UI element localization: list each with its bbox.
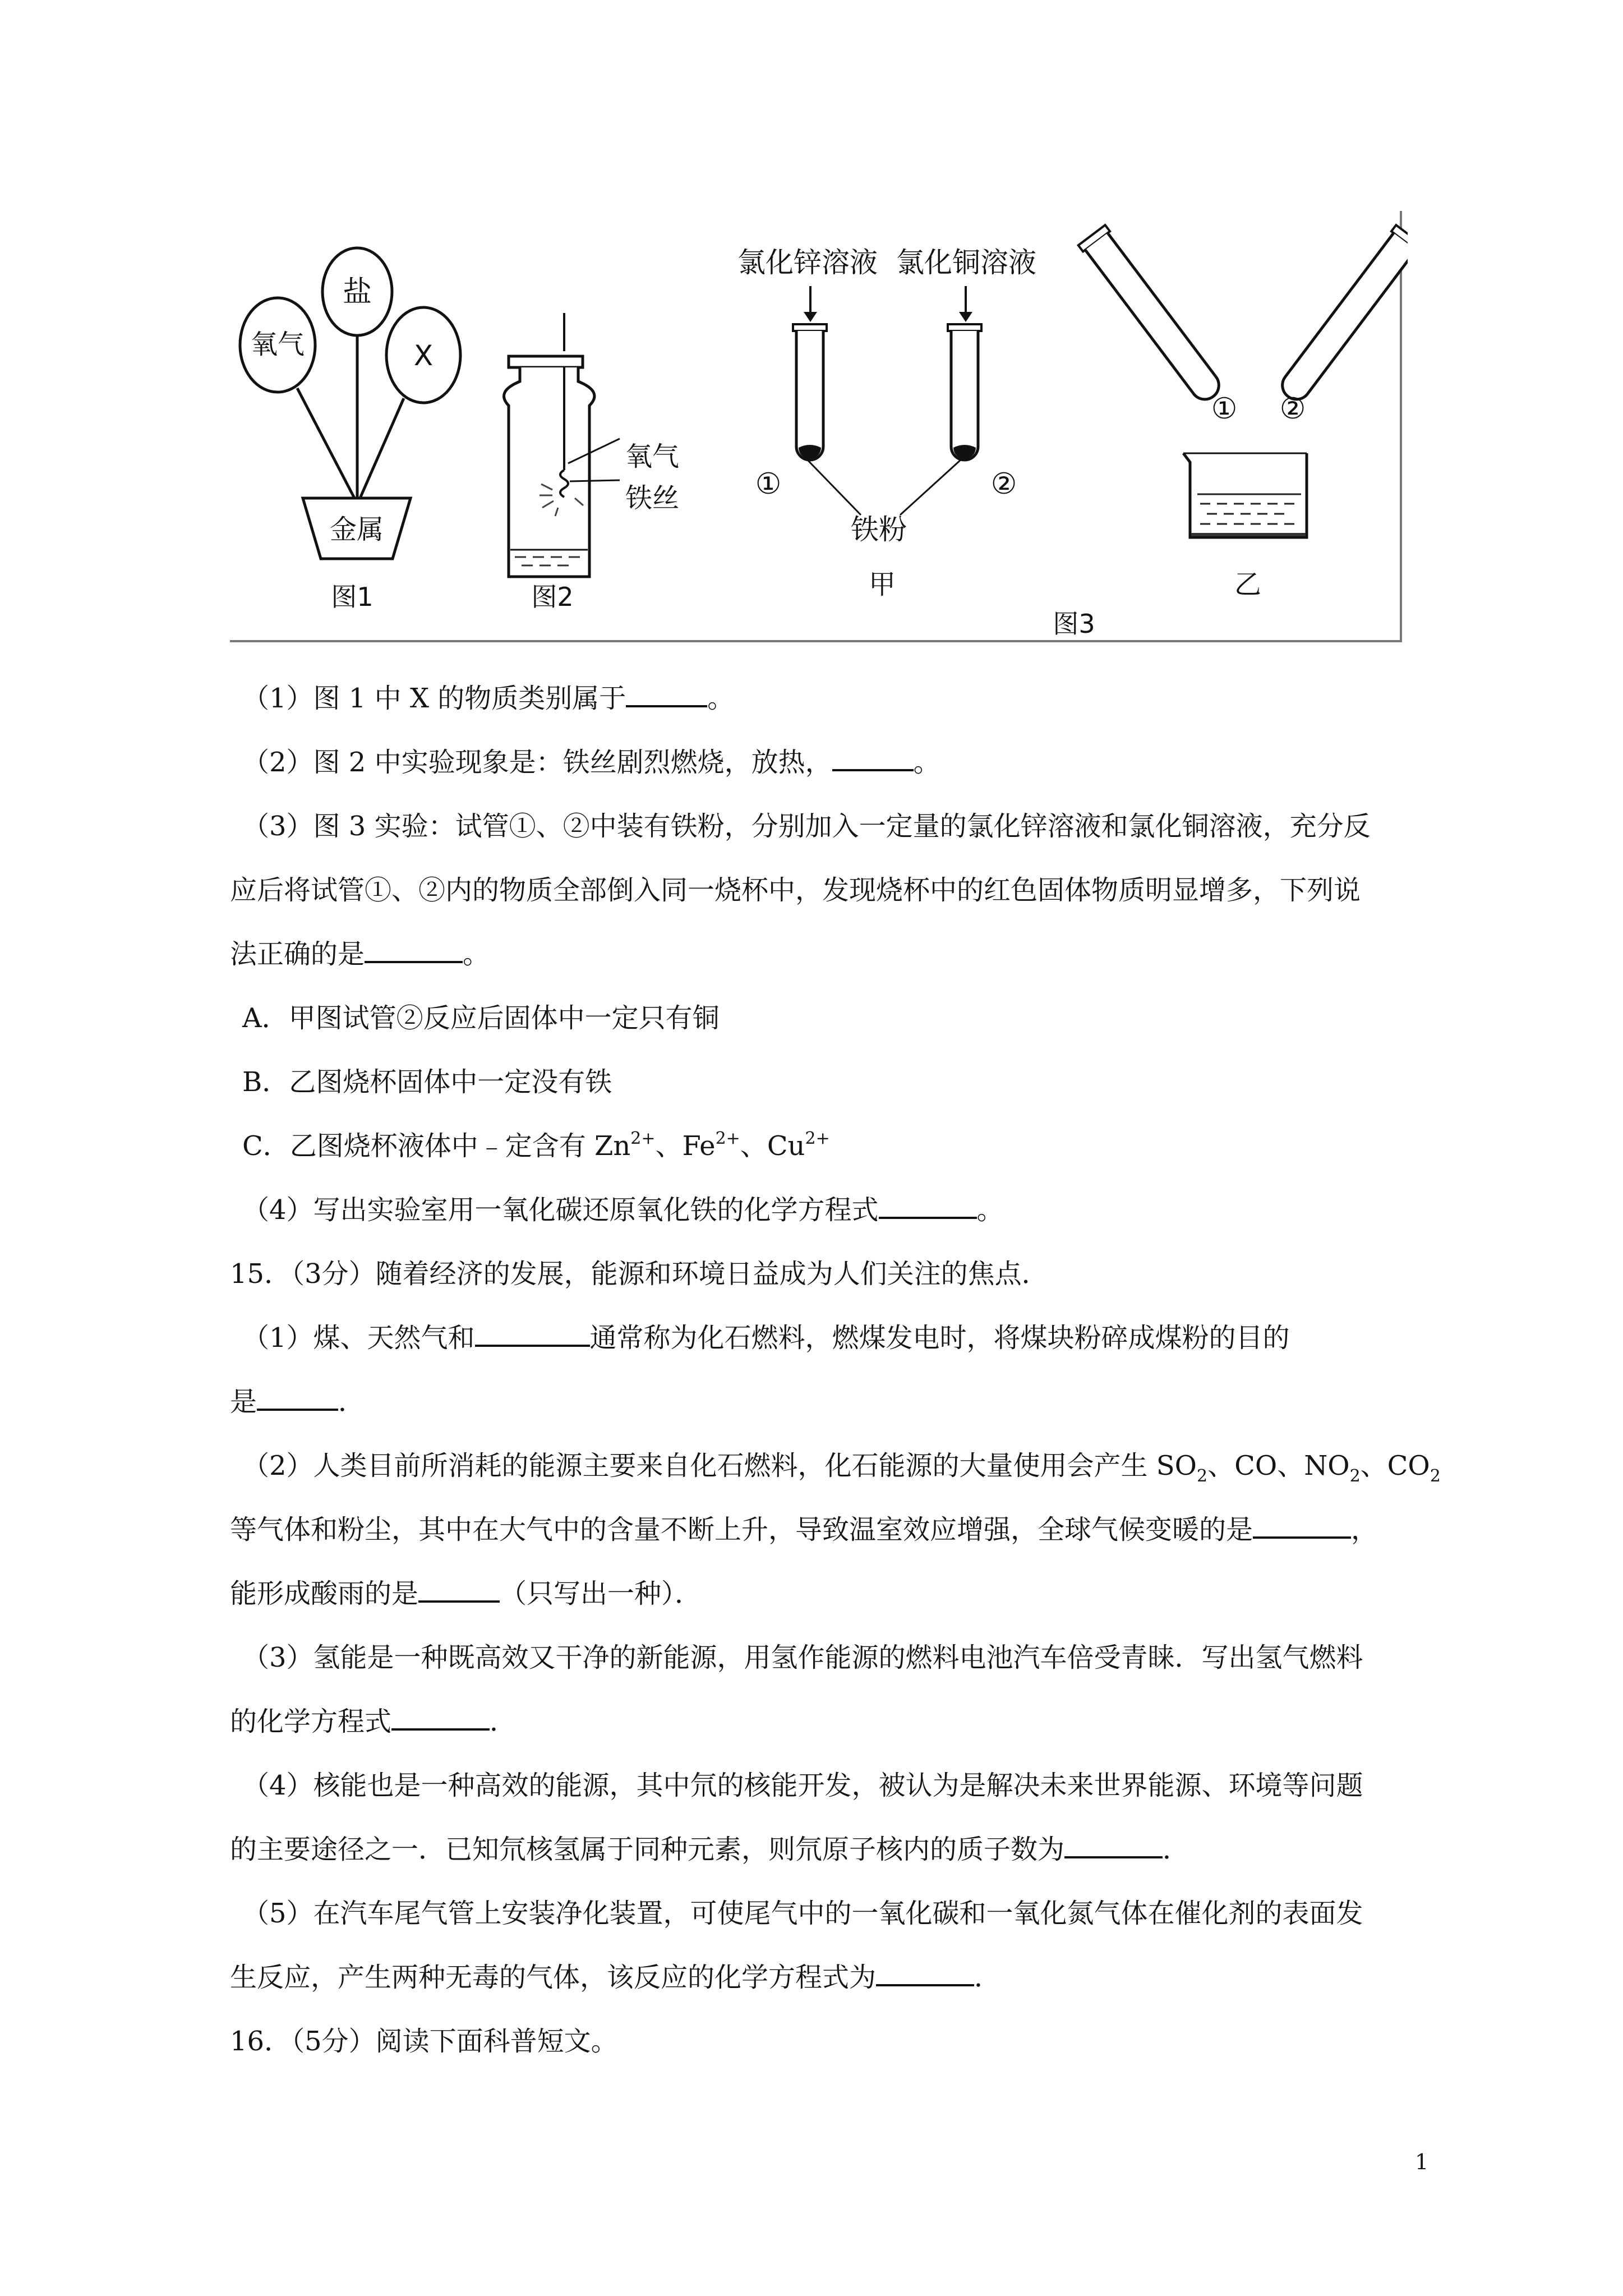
answer-blank[interactable] — [1253, 1514, 1351, 1539]
label-zinc-chloride-solution: 氯化锌溶液 — [737, 246, 878, 279]
page-number: 1 — [1415, 2150, 1429, 2174]
answer-blank[interactable] — [876, 1962, 974, 1986]
tube-2-mark: ② — [990, 467, 1017, 501]
answer-blank[interactable] — [832, 747, 914, 771]
q14-part-4: （4）写出实验室用一氧化碳还原氧化铁的化学方程式 。 — [242, 1194, 1004, 1226]
q15-part-3-line-1: （3）氢能是一种既高效又干净的新能源，用氢作能源的燃料电池汽车倍受青睐．写出氢气燃料 — [242, 1642, 1363, 1673]
q15-part-5-line-2: 生反应，产生两种无毒的气体，该反应的化学方程式为 ． — [230, 1962, 1002, 1993]
answer-blank[interactable] — [1064, 1834, 1163, 1858]
q15-part-2-line-3: 能形成酸雨的是 （只写出一种）． — [230, 1578, 702, 1609]
label-iron-powder: 铁粉 — [851, 513, 907, 546]
answer-blank[interactable] — [257, 1386, 338, 1411]
q15-part-3-line-2: 的化学方程式 ． — [230, 1706, 517, 1737]
q14-part-2: （2）图 2 中实验现象是：铁丝剧烈燃烧，放热， 。 — [242, 747, 940, 778]
answer-blank[interactable] — [418, 1578, 500, 1603]
q15-part-5-line-1: （5）在汽车尾气管上安装净化装置，可使尾气中的一氧化碳和一氧化氮气体在催化剂的表面发 — [242, 1898, 1363, 1929]
figure-1-metal-properties — [240, 248, 460, 612]
balloon-salt: 盐 — [342, 275, 372, 309]
container-label-metal: 金属 — [329, 514, 384, 545]
q14-option-c: C．乙图烧杯液体中﹣定含有 $Zn^{2+}$、$Fe^{2+}$、$Cu^{2+}$ — [242, 1129, 830, 1162]
q14-option-a: A．甲图试管②反应后固体中一定只有铜 — [242, 1002, 720, 1034]
label-oxygen: 氧气 — [625, 441, 680, 472]
label-iron-wire: 铁丝 — [625, 482, 680, 514]
answer-blank[interactable] — [475, 1322, 590, 1347]
figure-3-jia-test-tubes — [737, 246, 1036, 600]
answer-blank[interactable] — [626, 683, 707, 707]
balloon-x: X — [413, 339, 434, 372]
q15-part-1-line-2: 是 ． — [230, 1386, 366, 1418]
figure-3-caption: 图3 — [1053, 609, 1095, 639]
q15-part-4-line-2: 的主要途径之一．已知氘核氢属于同种元素，则氘原子核内的质子数为 ． — [230, 1834, 1190, 1865]
q15-part-1-line-1: （1）煤、天然气和 通常称为化石燃料，燃煤发电时，将煤块粉碎成煤粉的目的 — [242, 1322, 1290, 1354]
q14-part-3-line-1: （3）图 3 实验：试管①、②中装有铁粉，分别加入一定量的氯化锌溶液和氯化铜溶液，充分反 — [242, 811, 1371, 842]
figure-1-caption: 图1 — [331, 582, 374, 612]
tube-1-mark: ① — [755, 467, 782, 501]
answer-blank[interactable] — [391, 1706, 490, 1731]
label-copper-chloride-solution: 氯化铜溶液 — [896, 246, 1036, 279]
answer-blank[interactable] — [879, 1194, 977, 1219]
figure-2-caption: 图2 — [531, 582, 574, 612]
answer-blank[interactable] — [365, 938, 463, 963]
q14-part-3-line-3: 法正确的是 。 — [230, 938, 490, 970]
pour-tube-2-mark: ② — [1279, 392, 1306, 426]
figure-3-yi-beaker — [1053, 225, 1408, 639]
figure-3-yi-caption: 乙 — [1234, 569, 1262, 600]
q15-part-4-line-1: （4）核能也是一种高效的能源，其中氘的核能开发，被认为是解决未来世界能源、环境等问题 — [242, 1770, 1363, 1801]
pour-tube-1-mark: ① — [1211, 392, 1238, 426]
q14-part-3-line-2: 应后将试管①、②内的物质全部倒入同一烧杯中，发现烧杯中的红色固体物质明显增多，下列说 — [230, 875, 1361, 906]
q14-option-b: B．乙图烧杯固体中一定没有铁 — [242, 1066, 612, 1098]
experiment-figures — [230, 206, 1408, 650]
q16-heading: 16．（5分）阅读下面科普短文。 — [230, 2026, 618, 2057]
q15-part-2-line-1: （2）人类目前所消耗的能源主要来自化石燃料，化石能源的大量使用会产生 $SO_2$、CO、$NO_2$、$CO_2$ — [242, 1450, 1441, 1486]
q14-part-1: （1）图 1 中 X 的物质类别属于 。 — [242, 683, 735, 714]
q15-part-2-line-2: 等气体和粉尘，其中在大气中的含量不断上升，导致温室效应增强，全球气候变暖的是 ， — [230, 1514, 1378, 1545]
balloon-oxygen: 氧气 — [250, 329, 305, 360]
q15-heading: 15．（3分）随着经济的发展，能源和环境日益成为人们关注的焦点． — [230, 1258, 1049, 1290]
figure-3-jia-caption: 甲 — [868, 569, 896, 600]
figure-2-iron-combustion — [504, 313, 679, 612]
